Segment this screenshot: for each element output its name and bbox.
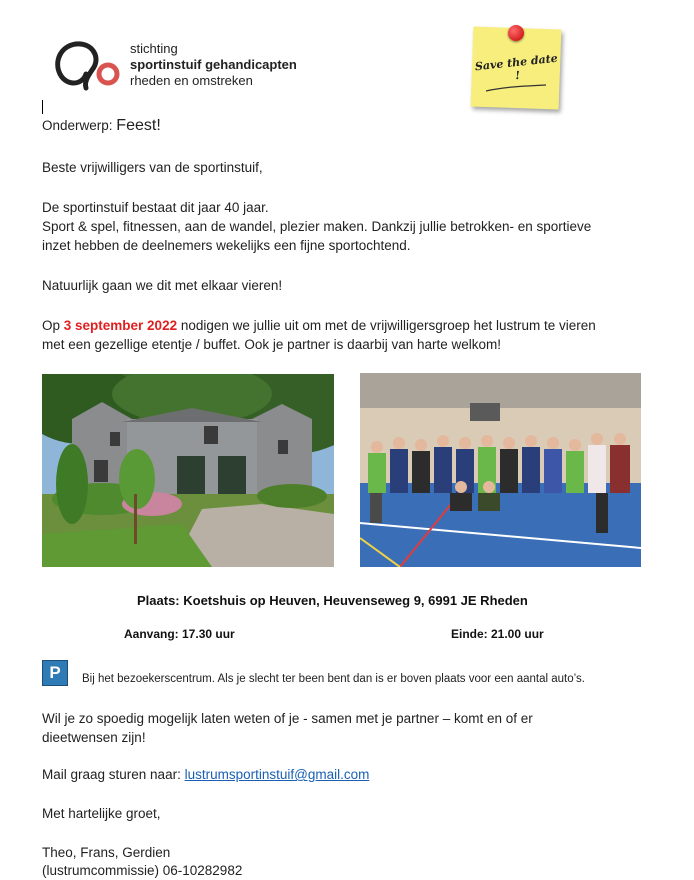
parking-icon: P bbox=[42, 660, 68, 686]
location-line: Plaats: Koetshuis op Heuven, Heuvenseweg 9, 6991 JE Rheden bbox=[137, 593, 528, 608]
closing: Met hartelijke groet, bbox=[42, 806, 161, 821]
logo-line-1: stichting bbox=[130, 41, 178, 56]
save-the-date-label: Save the date ! bbox=[474, 51, 559, 83]
para3-line1 bbox=[42, 316, 596, 335]
para1-line2: Sport & spel, fitnessen, aan de wandel, plezier maken. Dankzij jullie betrokken- en sportieve bbox=[42, 219, 592, 234]
text-cursor bbox=[42, 100, 43, 114]
scribble-icon bbox=[484, 84, 548, 94]
signature-role: (lustrumcommissie) 06-10282982 bbox=[42, 863, 243, 878]
para3-pre: Op bbox=[42, 318, 64, 333]
end-time: Einde: 21.00 uur bbox=[451, 627, 544, 641]
rsvp-line1: Wil je zo spoedig mogelijk laten weten of je - samen met je partner – komt en of er bbox=[42, 711, 533, 726]
greeting: Beste vrijwilligers van de sportinstuif, bbox=[42, 160, 263, 175]
para2: Natuurlijk gaan we dit met elkaar vieren! bbox=[42, 278, 283, 293]
group-photo-illustration bbox=[360, 373, 641, 567]
parking-text: Bij het bezoekerscentrum. Als je slecht ter been bent dan is er boven plaats voor een aantal auto’s. bbox=[82, 673, 585, 685]
organization-logo bbox=[52, 36, 352, 96]
signature-names: Theo, Frans, Gerdien bbox=[42, 845, 171, 860]
coach-house-photo bbox=[42, 374, 334, 567]
logo-line-2: sportinstuif gehandicapten bbox=[130, 57, 297, 72]
start-time: Aanvang: 17.30 uur bbox=[124, 627, 235, 641]
pushpin-icon bbox=[508, 25, 524, 41]
subject-value: Feest! bbox=[116, 117, 161, 134]
rsvp-line2: dieetwensen zijn! bbox=[42, 730, 146, 745]
subject-label: Onderwerp: bbox=[42, 118, 117, 133]
email-link[interactable]: lustrumsportinstuif@gmail.com bbox=[184, 767, 370, 782]
para3-line2: met een gezellige etentje / buffet. Ook je partner is daarbij van harte welkom! bbox=[42, 337, 502, 352]
para1-line3: inzet hebben de deelnemers wekelijks een fijne sportochtend. bbox=[42, 238, 411, 253]
volunteers-group-photo bbox=[360, 373, 641, 567]
coach-house-illustration bbox=[42, 374, 334, 567]
mail-label: Mail graag sturen naar: bbox=[42, 767, 185, 782]
logo-line-3: rheden en omstreken bbox=[130, 73, 253, 88]
logo-mark-icon bbox=[52, 36, 124, 92]
para1-line1: De sportinstuif bestaat dit jaar 40 jaar. bbox=[42, 200, 269, 215]
save-the-date-note bbox=[468, 22, 564, 112]
subject-line bbox=[42, 116, 161, 135]
event-date: 3 september 2022 bbox=[63, 318, 178, 333]
mail-line bbox=[42, 765, 369, 784]
para3-post: nodigen we jullie uit om met de vrijwilligersgroep het lustrum te vieren bbox=[177, 318, 596, 333]
